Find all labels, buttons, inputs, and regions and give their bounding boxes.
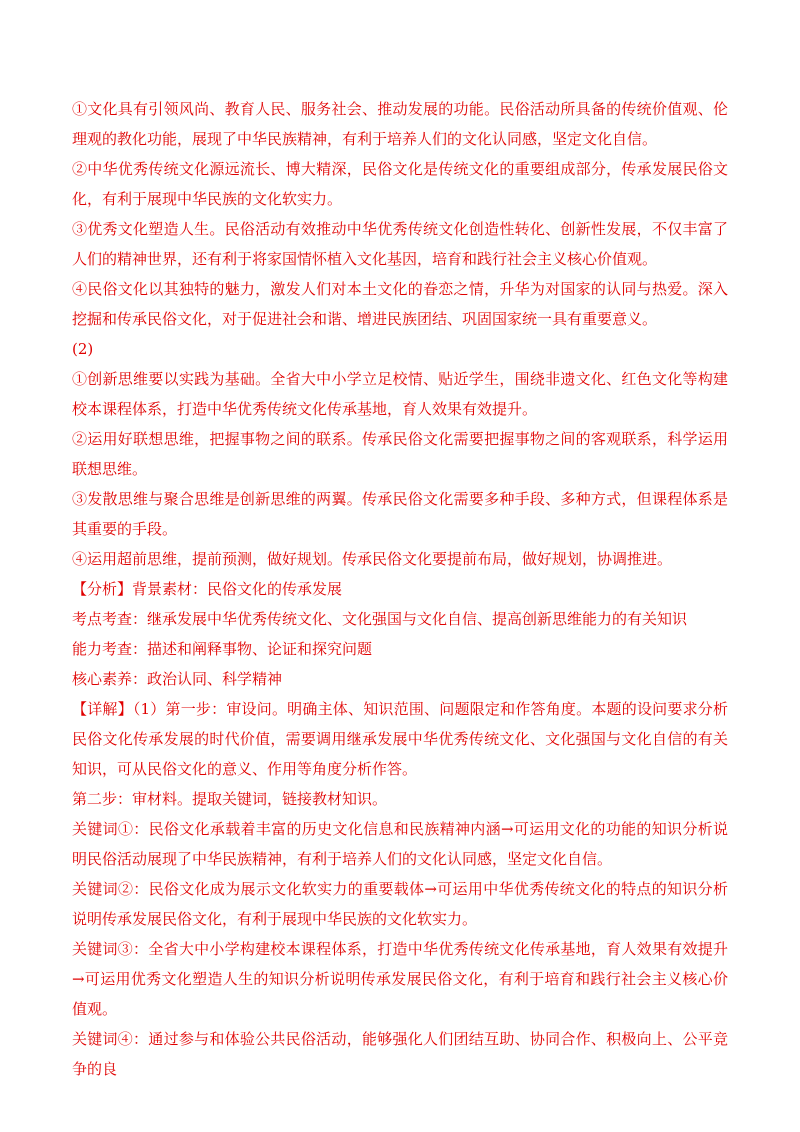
paragraph: ③优秀文化塑造人生。民俗活动有效推动中华优秀传统文化创造性转化、创新性发展，不仅丰富了人们的精神世界，还有利于将家国情怀植入文化基因，培育和践行社会主义核心价值观。	[72, 220, 728, 268]
paragraph: ①文化具有引领风尚、教育人民、服务社会、推动发展的功能。民俗活动所具备的传统价值观、伦理观的教化功能，展现了中华民族精神，有利于培养人们的文化认同感，坚定文化自信。	[72, 100, 728, 148]
answer-text	[72, 94, 728, 1084]
paragraph: ①创新思维要以实践为基础。全省大中小学立足校情、贴近学生，围绕非遗文化、红色文化等构建校本课程体系，打造中华优秀传统文化传承基地，育人效果有效提升。	[72, 370, 728, 418]
paragraph: 考点考查：继承发展中华优秀传统文化、文化强国与文化自信、提高创新思维能力的有关知识	[72, 610, 688, 628]
paragraph: ②中华优秀传统文化源远流长、博大精深，民俗文化是传统文化的重要组成部分，传承发展民俗文化，有利于展现中华民族的文化软实力。	[72, 160, 728, 208]
paragraph: 能力考查：描述和阐释事物、论证和探究问题	[72, 640, 373, 658]
paragraph: 【详解】（1）第一步：审设问。明确主体、知识范围、问题限定和作答角度。本题的设问要求分析民俗文化传承发展的时代价值，需要调用继承发展中华优秀传统文化、文化强国与文化自信的有关知识，可从民俗文化的意义、作用等角度分析作答。	[72, 700, 728, 778]
paragraph: 核心素养：政治认同、科学精神	[72, 670, 283, 688]
paragraph: 【分析】背景素材：民俗文化的传承发展	[72, 580, 343, 598]
paragraph: (2)	[72, 340, 94, 358]
paragraph: 关键词④：通过参与和体验公共民俗活动，能够强化人们团结互助、协同合作、积极向上、公平竞争的良	[72, 1030, 728, 1078]
paragraph: ③发散思维与聚合思维是创新思维的两翼。传承民俗文化需要多种手段、多种方式，但课程体系是其重要的手段。	[72, 490, 728, 538]
paragraph: 关键词①：民俗文化承载着丰富的历史文化信息和民族精神内涵→可运用文化的功能的知识分析说明民俗活动展现了中华民族精神，有利于培养人们的文化认同感，坚定文化自信。	[72, 820, 728, 868]
paragraph: ②运用好联想思维，把握事物之间的联系。传承民俗文化需要把握事物之间的客观联系，科学运用联想思维。	[72, 430, 728, 478]
paragraph: 第二步：审材料。提取关键词，链接教材知识。	[72, 790, 388, 808]
paragraph: 关键词③：全省大中小学构建校本课程体系，打造中华优秀传统文化传承基地，育人效果有效提升→可运用优秀文化塑造人生的知识分析说明传承发展民俗文化，有利于培育和践行社会主义核心价值观。	[72, 940, 728, 1018]
paragraph: ④运用超前思维，提前预测，做好规划。传承民俗文化要提前布局，做好规划，协调推进。	[72, 550, 673, 568]
paragraph: ④民俗文化以其独特的魅力，激发人们对本土文化的眷恋之情，升华为对国家的认同与热爱。深入挖掘和传承民俗文化，对于促进社会和谐、增进民族团结、巩固国家统一具有重要意义。	[72, 280, 728, 328]
paragraph: 关键词②：民俗文化成为展示文化软实力的重要载体→可运用中华优秀传统文化的特点的知识分析说明传承发展民俗文化，有利于展现中华民族的文化软实力。	[72, 880, 728, 928]
